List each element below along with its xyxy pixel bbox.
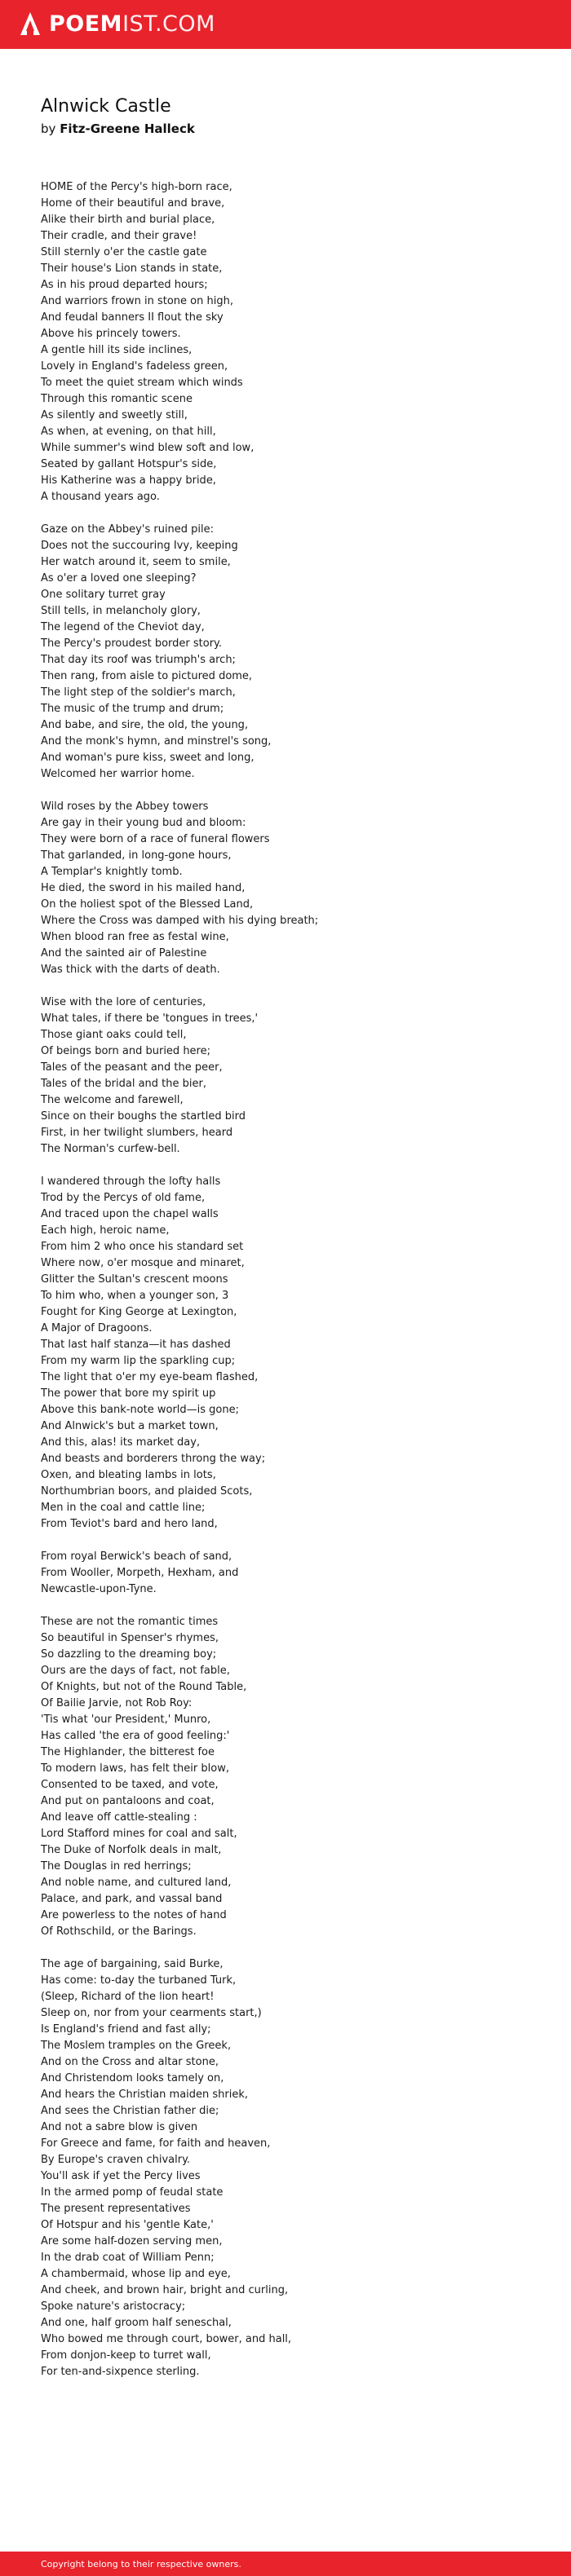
poem-line: The Moslem tramples on the Greek, [41,2040,232,2052]
poem-line: And sees the Christian father die; [41,2105,219,2117]
poem-line: That day its roof was triumph's arch; [41,654,236,666]
poem-line: Those giant oaks could tell, [41,1029,187,1041]
poem-line: And the monk's hymn, and minstrel's song, [41,735,272,748]
poem-line: The Douglas in red herrings; [41,1860,192,1872]
poem-line: A Major of Dragoons. [41,1322,153,1334]
poem-line: Spoke nature's aristocracy; [41,2300,186,2313]
poem-line: Trod by the Percys of old fame, [41,1192,206,1204]
poem-line: And warriors frown in stone on high, [41,295,233,307]
poem-line: 'Tis what 'our President,' Munro, [41,1714,211,1726]
poem-line: Since on their boughs the startled bird [41,1110,246,1123]
poem-line: Oxen, and bleating lambs in lots, [41,1469,216,1481]
poem-line: Alike their birth and burial place, [41,214,215,226]
poem-line: And cheek, and brown hair, bright and curling, [41,2284,289,2296]
poem-line: And one, half groom half seneschal, [41,2317,232,2329]
poem-line: Is England's friend and fast ally; [41,2023,211,2036]
poem-line: As silently and sweetly still, [41,409,188,421]
poem-line: Still sternly o'er the castle gate [41,246,207,258]
poem-line: For Greece and fame, for faith and heaven, [41,2137,271,2150]
poem-line: Through this romantic scene [41,393,193,405]
poem-line: Her watch around it, seem to smile, [41,556,231,568]
poem-line: From Teviot's bard and hero land, [41,1518,218,1530]
logo-light-text: IST.COM [122,11,215,37]
poem-body [41,179,530,2397]
poem-line: As in his proud departed hours; [41,279,208,291]
poem-line: On the holiest spot of the Blessed Land, [41,898,254,911]
poem-line: The welcome and farewell, [41,1094,184,1106]
poem-line: Tales of the peasant and the peer, [41,1061,223,1074]
poem-line: A thousand years ago. [41,491,160,503]
poem-line: Their cradle, and their grave! [41,230,197,242]
poem-line: Tales of the bridal and the bier, [41,1078,206,1090]
poem-line: These are not the romantic times [41,1616,219,1628]
poem-line: And not a sabre blow is given [41,2121,198,2133]
poem-line: Consented to be taxed, and vote, [41,1779,219,1791]
poem-line: Who bowed me through court, bower, and hall, [41,2333,292,2345]
poem-line: From donjon-keep to turret wall, [41,2349,211,2362]
poem-line: And woman's pure kiss, sweet and long, [41,752,255,764]
copyright-notice: Copyright belong to their respective owners. [41,2559,241,2569]
poem-line: Welcomed her warrior home. [41,768,195,780]
poem-line: A gentle hill its side inclines, [41,344,193,356]
poem-line: By Europe's craven chivalry. [41,2154,191,2166]
poem-line: From my warm lip the sparkling cup; [41,1355,236,1367]
poem-line: What tales, if there be 'tongues in trees,' [41,1012,259,1025]
poem-line: (Sleep, Richard of the lion heart! [41,1991,215,2003]
quill-logo-icon[interactable] [20,11,41,39]
poem-line: The Norman's curfew-bell. [41,1143,180,1155]
poem-line: To meet the quiet stream which winds [41,377,243,389]
poem-line: That last half stanza—it has dashed [41,1339,231,1351]
poem-line: Seated by gallant Hotspur's side, [41,458,217,470]
poem-line: Lovely in England's fadeless green, [41,360,228,373]
poem-line: Was thick with the darts of death. [41,964,220,976]
poem-line: In the drab coat of William Penn; [41,2252,215,2264]
poem-line: And on the Cross and altar stone, [41,2056,219,2068]
poem-line: Where the Cross was damped with his dying breath; [41,915,319,927]
poem-line: His Katherine was a happy bride, [41,474,216,487]
poem-line: Are some half-dozen serving men, [41,2235,223,2247]
poem-line: Has come: to-day the turbaned Turk, [41,1974,237,1987]
poem-line: Of Rothschild, or the Barings. [41,1925,197,1938]
stanza [41,1549,530,1598]
poem-line: And babe, and sire, the old, the young, [41,719,249,731]
site-footer [0,2552,571,2576]
poem-line: Home of their beautiful and brave, [41,197,225,210]
poem-line: From Wooller, Morpeth, Hexham, and [41,1567,239,1579]
poem-line: While summer's wind blew soft and low, [41,442,255,454]
poem-line: And noble name, and cultured land, [41,1877,232,1889]
poem-line: Are powerless to the notes of hand [41,1909,227,1921]
poem-line: Above his princely towers. [41,328,181,340]
poem-line: And hears the Christian maiden shriek, [41,2089,249,2101]
poem-line: Where now, o'er mosque and minaret, [41,1257,245,1269]
poem-line: Ours are the days of fact, not fable, [41,1665,230,1677]
poem-line: Wild roses by the Abbey towers [41,801,209,813]
poem-line: Of Hotspur and his 'gentle Kate,' [41,2219,214,2231]
poem-line: The power that bore my spirit up [41,1387,216,1400]
poem-line: And beasts and borderers throng the way; [41,1453,266,1465]
by-label: by [41,121,56,136]
poem-line: Wise with the lore of centuries, [41,996,206,1008]
poem-line: So beautiful in Spenser's rhymes, [41,1632,219,1644]
poem-line: And leave off cattle-stealing : [41,1811,197,1824]
author-name[interactable]: Fitz-Greene Halleck [60,121,195,136]
poem-line: The Highlander, the bitterest foe [41,1746,215,1758]
poem-line: Sleep on, nor from your cearments start,) [41,2007,262,2019]
poem-line: The music of the trump and drum; [41,703,224,715]
poem-line: A Templar's knightly tomb. [41,866,183,878]
stanza [41,995,530,1158]
poem-line: And Alnwick's but a market town, [41,1420,219,1432]
poem-line: And the sainted air of Palestine [41,947,207,959]
poem-line: For ten-and-sixpence sterling. [41,2366,200,2378]
poem-line: First, in her twilight slumbers, heard [41,1127,233,1139]
poem-line: So dazzling to the dreaming boy; [41,1648,217,1661]
poem-line: Glitter the Sultan's crescent moons [41,1273,228,1286]
poem-line: HOME of the Percy's high-born race, [41,181,232,193]
poem-line: That garlanded, in long-gone hours, [41,849,232,862]
poem-line: Gaze on the Abbey's ruined pile: [41,523,215,536]
site-header [0,0,571,49]
poem-line: Are gay in their young bud and bloom: [41,817,246,829]
poem-line: And traced upon the chapel walls [41,1208,219,1220]
stanza [41,1174,530,1533]
logo-bold-text: POEM [49,11,123,37]
poem-line: The light that o'er my eye-beam flashed, [41,1371,259,1383]
poem-line: Has called 'the era of good feeling:' [41,1730,230,1742]
poem-line: Above this bank-note world—is gone; [41,1404,240,1416]
poem-line: Then rang, from aisle to pictured dome, [41,670,253,682]
poem-line: The present representatives [41,2203,191,2215]
byline [41,121,195,137]
poem-line: In the armed pomp of feudal state [41,2186,224,2199]
poem-line: Of Knights, but not of the Round Table, [41,1681,247,1693]
site-logo[interactable] [49,12,215,37]
poem-line: The Percy's proudest border story. [41,637,223,650]
stanza [41,522,530,783]
poem-line: The age of bargaining, said Burke, [41,1958,224,1970]
poem-line: Their house's Lion stands in state, [41,262,223,275]
poem-line: A chambermaid, whose lip and eye, [41,2268,231,2280]
poem-line: From him 2 who once his standard set [41,1241,244,1253]
poem-line: You'll ask if yet the Percy lives [41,2170,201,2182]
poem-line: The legend of the Cheviot day, [41,621,205,633]
poem-line: And Christendom looks tamely on, [41,2072,224,2084]
stanza [41,179,530,505]
poem-line: And put on pantaloons and coat, [41,1795,215,1807]
poem-line: Still tells, in melancholy glory, [41,605,201,617]
poem-title: Alnwick Castle [41,96,171,117]
poem-line: Does not the succouring Ivy, keeping [41,540,238,552]
stanza [41,1956,530,2380]
poem-line: Of Bailie Jarvie, not Rob Roy: [41,1697,193,1709]
poem-line: When blood ran free as festal wine, [41,931,229,943]
poem-line: From royal Berwick's beach of sand, [41,1550,232,1563]
poem-line: Men in the coal and cattle line; [41,1502,206,1514]
poem-line: As when, at evening, on that hill, [41,426,216,438]
poem-line: And this, alas! its market day, [41,1436,201,1449]
poem-line: Northumbrian boors, and plaided Scots, [41,1485,253,1498]
poem-line: They were born of a race of funeral flowers [41,833,270,845]
poem-line: Fought for King George at Lexington, [41,1306,237,1318]
poem-line: Each high, heroic name, [41,1224,170,1237]
poem-line: The Duke of Norfolk deals in malt, [41,1844,222,1856]
poem-line: He died, the sword in his mailed hand, [41,882,246,894]
poem-line: And feudal banners II flout the sky [41,311,224,324]
poem-line: The light step of the soldier's march, [41,686,236,699]
poem-line: To him who, when a younger son, 3 [41,1290,229,1302]
poem-line: One solitary turret gray [41,589,166,601]
poem-line: Palace, and park, and vassal band [41,1893,223,1905]
poem-line: Lord Stafford mines for coal and salt, [41,1828,237,1840]
stanza [41,799,530,978]
poem-line: I wandered through the lofty halls [41,1176,221,1188]
poem-line: Newcastle-upon-Tyne. [41,1583,157,1595]
poem-line: As o'er a loved one sleeping? [41,572,197,584]
stanza [41,1614,530,1940]
poem-line: To modern laws, has felt their blow, [41,1762,229,1775]
poem-line: Of beings born and buried here; [41,1045,210,1057]
